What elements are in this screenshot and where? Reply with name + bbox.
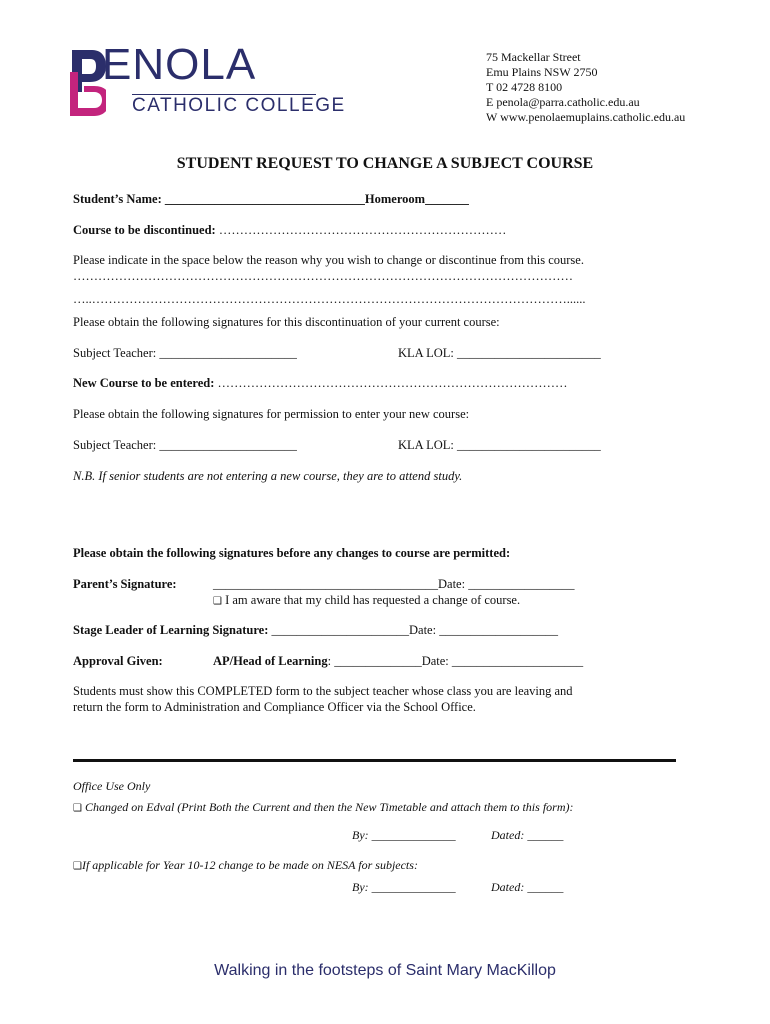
discontinued-dots: …………………………………………………………… [218,223,507,237]
office-by-2[interactable]: By: ______________ [352,880,456,894]
approval-signature[interactable] [213,654,583,669]
new-course-label: New Course to be entered: [73,376,215,390]
parent-signature-label: Parent’s Signature: [73,577,177,591]
parent-awareness-text: I am aware that my child has requested a change of course. [225,593,521,607]
address-phone: T 02 4728 8100 [486,80,563,94]
section-divider [73,759,676,762]
school-address [486,50,685,125]
before-changes-heading: Please obtain the following signatures before any changes to course are permitted: [73,546,511,560]
office-item-nesa-text: If applicable for Year 10-12 change to be made on NESA for subjects: [81,858,418,872]
kla-lol-signature-2[interactable]: KLA LOL: _______________________ [398,438,601,452]
nb-note: N.B. If senior students are not entering a new course, they are to attend study. [73,469,463,483]
student-name-field[interactable] [73,192,469,207]
approval-line: : ______________Date: _____________________ [327,654,584,668]
subject-teacher-signature-1[interactable]: Subject Teacher: ______________________ [73,346,297,360]
instructions-line-2: return the form to Administration and Compliance Officer via the School Office. [73,700,476,714]
stage-leader-label: Stage Leader of Learning Signature: [73,623,269,637]
reason-line-1[interactable]: ………………………………………………………………………………………………………… [73,269,573,283]
ap-head-label: AP/Head of Learning [213,654,328,668]
address-web: W www.penolaemuplains.catholic.edu.au [486,110,686,124]
homeroom-label: Homeroom_______ [364,192,469,206]
discontinuation-signatures-note: Please obtain the following signatures for this discontinuation of your current course: [73,315,500,329]
discontinued-field[interactable] [73,223,506,238]
address-street: 75 Mackellar Street [486,50,581,64]
office-item-edval-text: Changed on Edval (Print Both the Current and then the New Timetable and attach them to this form): [84,800,574,814]
reason-line-2[interactable]: …..……………………………………………………………………………………………………...... [73,292,586,306]
checkbox-icon[interactable]: ❑ [73,861,82,872]
office-item-edval[interactable] [73,800,573,815]
parent-signature-line[interactable]: ____________________________________Date: _________________ [213,577,575,591]
instructions-line-1: Students must show this COMPLETED form to the subject teacher whose class you are leaving and [73,684,573,698]
office-item-nesa[interactable] [73,858,418,873]
footer-motto: Walking in the footsteps of Saint Mary MacKillop [214,962,556,979]
penola-logo-mark [70,48,106,118]
checkbox-icon[interactable]: ❑ [213,596,222,607]
logo-wordmark: ENOLA [102,40,257,89]
office-by-1[interactable]: By: ______________ [352,828,456,842]
address-email: E penola@parra.catholic.edu.au [486,95,640,109]
student-name-label: Student’s Name: ________________________________ [73,192,365,206]
office-dated-1[interactable]: Dated: ______ [491,828,564,842]
discontinued-label: Course to be discontinued: [73,223,216,237]
approval-label: Approval Given: [73,654,163,668]
stage-leader-line: ______________________Date: ___________________ [271,623,558,637]
parent-awareness-checkbox[interactable] [213,593,520,608]
form-title: STUDENT REQUEST TO CHANGE A SUBJECT COURSE [176,155,594,172]
office-use-heading: Office Use Only [73,779,151,793]
office-dated-2[interactable]: Dated: ______ [491,880,564,894]
logo-subtitle: CATHOLIC COLLEGE [132,95,346,116]
reason-instruction: Please indicate in the space below the reason why you wish to change or discontinue from this course. [73,253,584,267]
stage-leader-signature[interactable] [73,623,558,638]
checkbox-icon[interactable]: ❑ [73,803,82,814]
new-course-field[interactable] [73,376,568,391]
address-suburb: Emu Plains NSW 2750 [486,65,598,79]
permission-signatures-note: Please obtain the following signatures for permission to enter your new course: [73,407,470,421]
new-course-dots: ………………………………………………………………………… [217,376,568,390]
kla-lol-signature-1[interactable]: KLA LOL: _______________________ [398,346,601,360]
subject-teacher-signature-2[interactable]: Subject Teacher: ______________________ [73,438,297,452]
